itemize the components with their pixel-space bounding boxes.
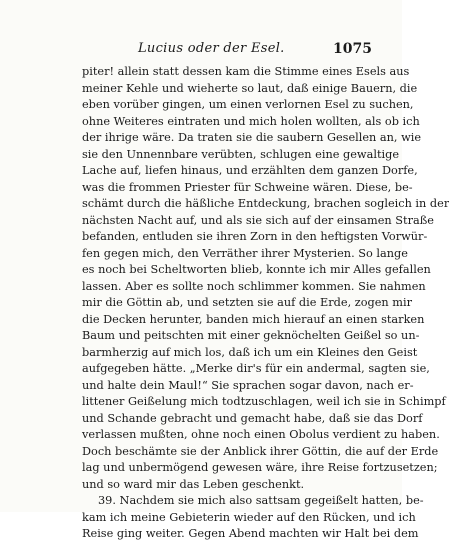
running-title: Lucius oder der Esel. <box>138 41 285 56</box>
text-line: es noch bei Scheltworten blieb, konnte ich mir Alles gefallen <box>82 263 431 276</box>
text-line: und Schande gebracht und gemacht habe, daß sie das Dorf <box>82 411 423 425</box>
text-line: eben vorüber gingen, um einen verlornen Esel zu suchen, <box>82 98 414 111</box>
text-line: 39. Nachdem sie mich also sattsam gegeißelt hatten, be- <box>98 494 424 507</box>
running-head <box>82 41 372 61</box>
body-text <box>82 64 449 543</box>
text-line: die Decken herunter, banden mich hierauf an einen starken <box>82 312 425 326</box>
text-line: lag und unbermögend gewesen wäre, ihre Reise fortzusetzen; <box>82 461 438 474</box>
text-line: Doch beschämte sie der Anblick ihrer Göttin, die auf der Erde <box>82 444 439 458</box>
text-line: barmherzig auf mich los, daß ich um ein Kleines den Geist <box>82 345 418 359</box>
text-line: Lache auf, liefen hinaus, und erzählten dem ganzen Dorfe, <box>82 164 418 177</box>
text-line: nächsten Nacht auf, und als sie sich auf der einsamen Straße <box>82 213 434 227</box>
text-line: was die frommen Priester für Schweine wären. Diese, be- <box>82 180 413 194</box>
text-line: verlassen mußten, ohne noch einen Obolus verdient zu haben. <box>82 428 440 441</box>
text-line: fen gegen mich, den Verräther ihrer Mysterien. So lange <box>82 246 408 260</box>
text-line: Reise ging weiter. Gegen Abend machten wir Halt bei dem <box>82 527 419 540</box>
text-line: sie den Unnennbare verübten, schlugen eine gewaltige <box>82 147 400 161</box>
text-line: meiner Kehle und wieherte so laut, daß einige Bauern, die <box>82 81 418 95</box>
text-line: der ihrige wäre. Da traten sie die saubern Gesellen an, wie <box>82 131 422 144</box>
text-line: lassen. Aber es sollte noch schlimmer kommen. Sie nahmen <box>82 279 426 293</box>
page-number: 1075 <box>333 41 372 57</box>
text-line: littener Geißelung mich todtzuschlagen, weil ich sie in Schimpf <box>82 395 446 408</box>
text-line: befanden, entluden sie ihren Zorn in den heftigsten Vorwür- <box>82 230 428 243</box>
text-line: mir die Göttin ab, und setzten sie auf die Erde, zogen mir <box>82 296 413 309</box>
text-line: und so ward mir das Leben geschenkt. <box>82 477 305 491</box>
text-line: aufgegeben hätte. „Merke dir's für ein andermal, sagten sie, <box>82 362 430 375</box>
text-line: Baum und peitschten mit einer geknöchelten Geißel so un- <box>82 329 420 342</box>
text-line: schämt durch die häßliche Entdeckung, brachen sogleich in der <box>82 197 449 210</box>
text-line: ohne Weiteres eintraten und mich holen wollten, als ob ich <box>82 114 420 128</box>
text-line: und halte dein Maul!“ Sie sprachen sogar davon, nach er- <box>82 378 414 392</box>
text-line: kam ich meine Gebieterin wieder auf den Rücken, und ich <box>82 510 416 524</box>
text-line: piter! allein statt dessen kam die Stimme eines Esels aus <box>82 65 410 78</box>
